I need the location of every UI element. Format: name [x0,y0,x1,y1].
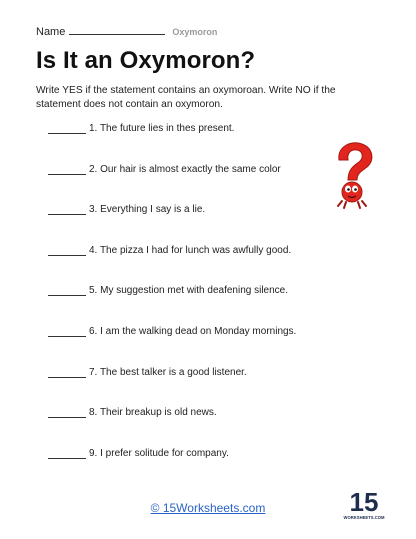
page-title: Is It an Oxymoron? [36,47,256,74]
question-text: 2. Our hair is almost exactly the same color [89,163,281,175]
copyright-link[interactable]: © 15Worksheets.com [150,501,266,515]
question-item [48,367,296,408]
question-item [48,245,296,286]
question-text: 3. Everything I say is a lie. [89,204,206,216]
question-item [48,407,296,448]
question-item [48,164,296,205]
question-item [48,448,296,489]
logo-text: WORKSHEETS.COM [343,515,385,520]
question-text: 4. The pizza I had for lunch was awfully good. [89,244,292,256]
answer-blank[interactable] [48,448,86,459]
question-text: 6. I am the walking dead on Monday mornings. [89,325,297,337]
topic-label: Oxymoron [172,27,218,37]
answer-blank[interactable] [48,407,86,418]
question-item [48,204,296,245]
question-item [48,123,296,164]
answer-blank[interactable] [48,204,86,215]
answer-blank[interactable] [48,245,86,256]
question-list [48,123,296,488]
instructions: Write YES if the statement contains an oxymoroan. Write NO if the statement does not contain an oxymoron. [36,85,336,110]
question-item [48,326,296,367]
question-text: 5. My suggestion met with deafening silence. [89,285,288,297]
name-label: Name [36,26,66,38]
answer-blank[interactable] [48,326,86,337]
question-text: 8. Their breakup is old news. [89,407,217,419]
answer-blank[interactable] [48,123,86,134]
question-text: 9. I prefer solitude for company. [89,447,229,459]
answer-blank[interactable] [48,285,86,296]
question-text: 7. The best talker is a good listener. [89,366,247,378]
answer-blank[interactable] [48,164,86,175]
answer-blank[interactable] [48,367,86,378]
question-mark-mascot-icon [330,140,380,210]
question-text: 1. The future lies in thes present. [89,123,235,134]
question-item [48,285,296,326]
name-field[interactable] [69,24,165,35]
15worksheets-logo [343,486,385,522]
name-row [36,24,217,38]
logo-number: 15 [349,487,379,517]
